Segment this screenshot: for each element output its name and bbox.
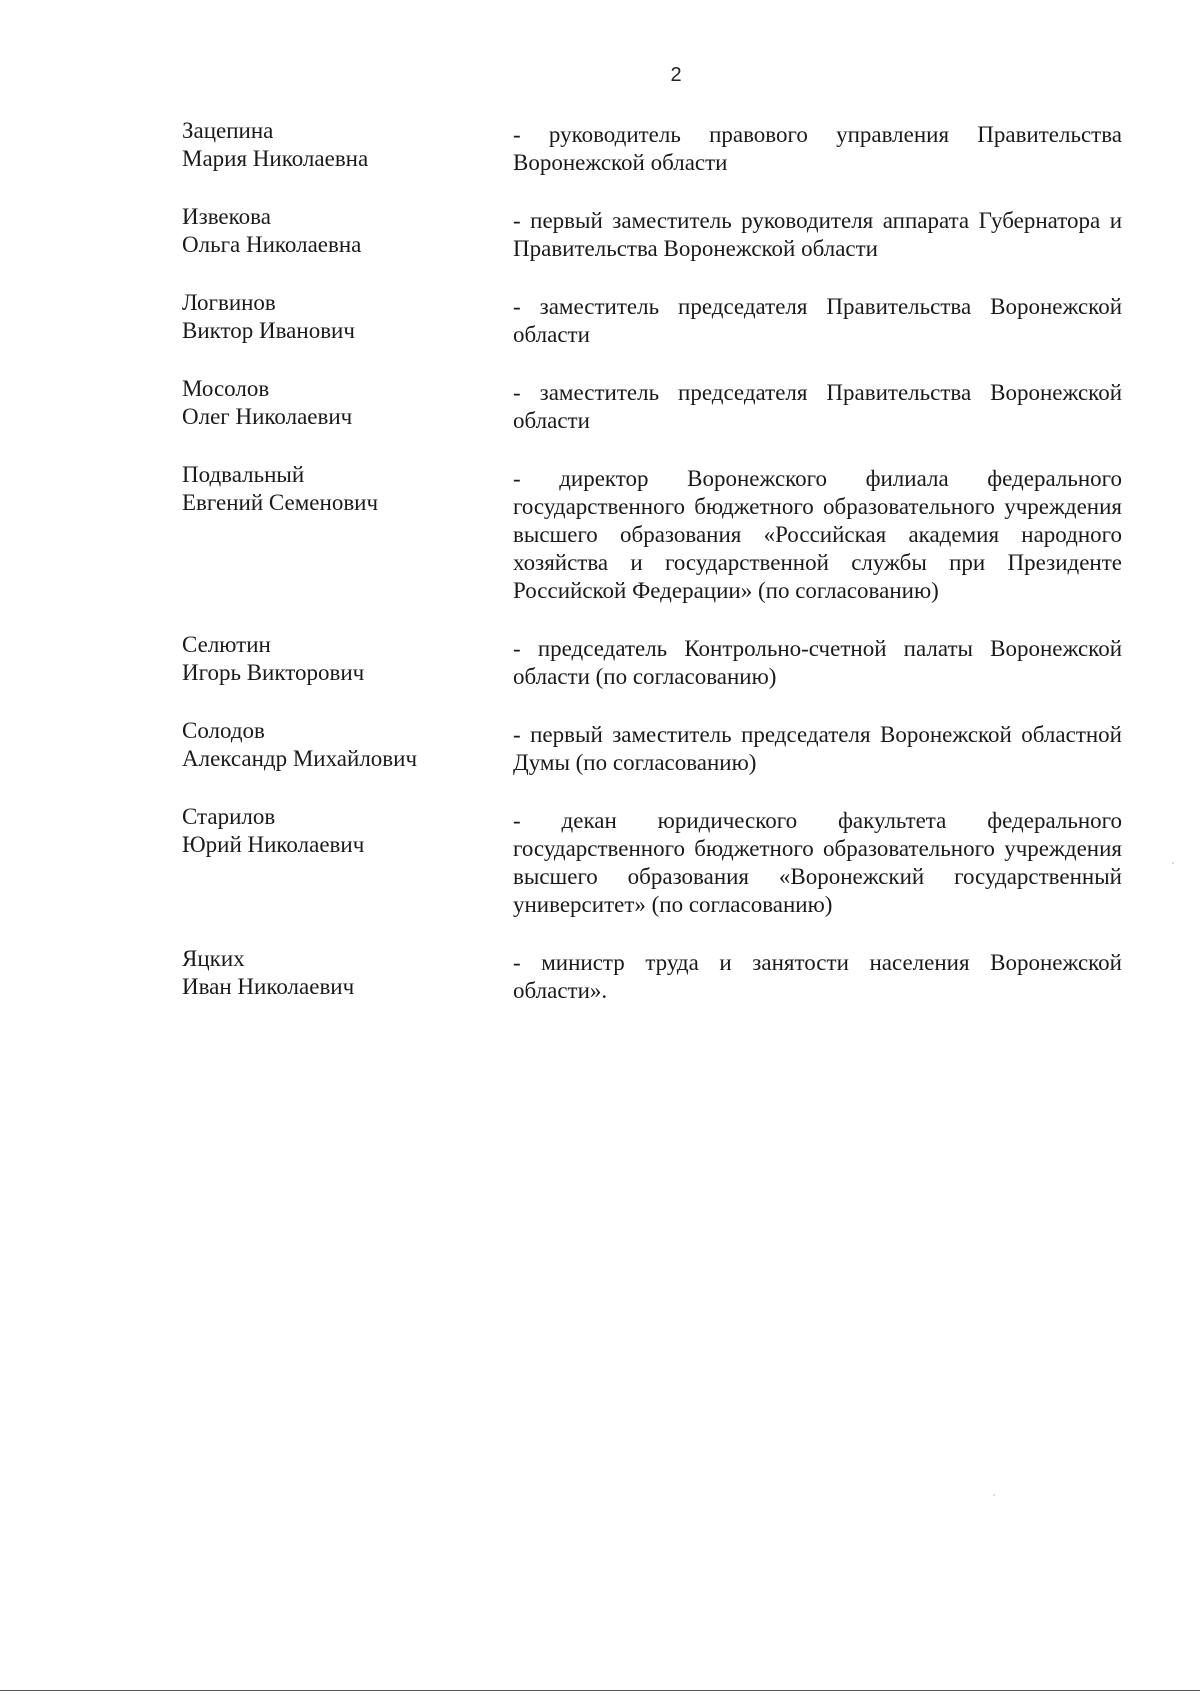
member-surname: Солодов xyxy=(182,718,265,743)
member-role: - директор Воронежского филиала федерального государственного бюджетного образовательного учреждения высшего образования «Российская академия народного хозяйства и государственной службы при Президенте Российской Федерации» (по согласованию) xyxy=(513,466,1122,603)
member-surname: Зацепина xyxy=(182,118,274,143)
member-name xyxy=(182,631,513,687)
member-role: - заместитель председателя Правительства Воронежской области xyxy=(513,294,1122,347)
scan-speck xyxy=(1172,862,1174,864)
page-bottom-rule xyxy=(0,1690,1200,1691)
member-given-names: Иван Николаевич xyxy=(182,974,355,999)
member-name xyxy=(182,461,513,517)
list-item xyxy=(182,945,1122,1005)
list-item xyxy=(182,717,1122,777)
member-name xyxy=(182,203,513,259)
member-role: - первый заместитель руководителя аппарата Губернатора и Правительства Воронежской области xyxy=(513,208,1122,261)
member-role: - министр труда и занятости населения Воронежской области». xyxy=(513,950,1122,1003)
member-role: - декан юридического факультета федерального государственного бюджетного образовательного учреждения высшего образования «Воронежский государственный университет» (по согласованию) xyxy=(513,808,1122,917)
list-item xyxy=(182,375,1122,435)
member-role: - заместитель председателя Правительства Воронежской области xyxy=(513,380,1122,433)
list-item xyxy=(182,203,1122,263)
member-surname: Селютин xyxy=(182,632,271,657)
member-surname: Старилов xyxy=(182,804,276,829)
member-given-names: Олег Николаевич xyxy=(182,404,353,429)
member-given-names: Ольга Николаевна xyxy=(182,232,362,257)
member-name xyxy=(182,717,513,773)
member-name xyxy=(182,375,513,431)
member-given-names: Евгений Семенович xyxy=(182,490,379,515)
member-name xyxy=(182,117,513,173)
members-list xyxy=(182,117,1122,1005)
member-surname: Извекова xyxy=(182,204,271,229)
member-name xyxy=(182,803,513,859)
member-surname: Логвинов xyxy=(182,290,276,315)
member-given-names: Александр Михайлович xyxy=(182,746,418,771)
list-item xyxy=(182,461,1122,605)
member-given-names: Юрий Николаевич xyxy=(182,832,365,857)
member-given-names: Виктор Иванович xyxy=(182,318,355,343)
list-item xyxy=(182,803,1122,919)
member-name xyxy=(182,289,513,345)
member-given-names: Мария Николаевна xyxy=(182,146,369,171)
list-item xyxy=(182,631,1122,691)
member-role: - председатель Контрольно-счетной палаты Воронежской области (по согласованию) xyxy=(513,636,1122,689)
member-name xyxy=(182,945,513,1001)
list-item xyxy=(182,117,1122,177)
member-surname: Мосолов xyxy=(182,376,270,401)
page-number: 2 xyxy=(670,64,682,86)
member-role: - первый заместитель председателя Воронежской областной Думы (по согласованию) xyxy=(513,722,1122,775)
member-role: - руководитель правового управления Правительства Воронежской области xyxy=(513,122,1122,175)
scan-speck xyxy=(993,1494,995,1496)
member-surname: Подвальный xyxy=(182,462,305,487)
member-surname: Яцких xyxy=(182,946,245,971)
list-item xyxy=(182,289,1122,349)
member-given-names: Игорь Викторович xyxy=(182,660,365,685)
